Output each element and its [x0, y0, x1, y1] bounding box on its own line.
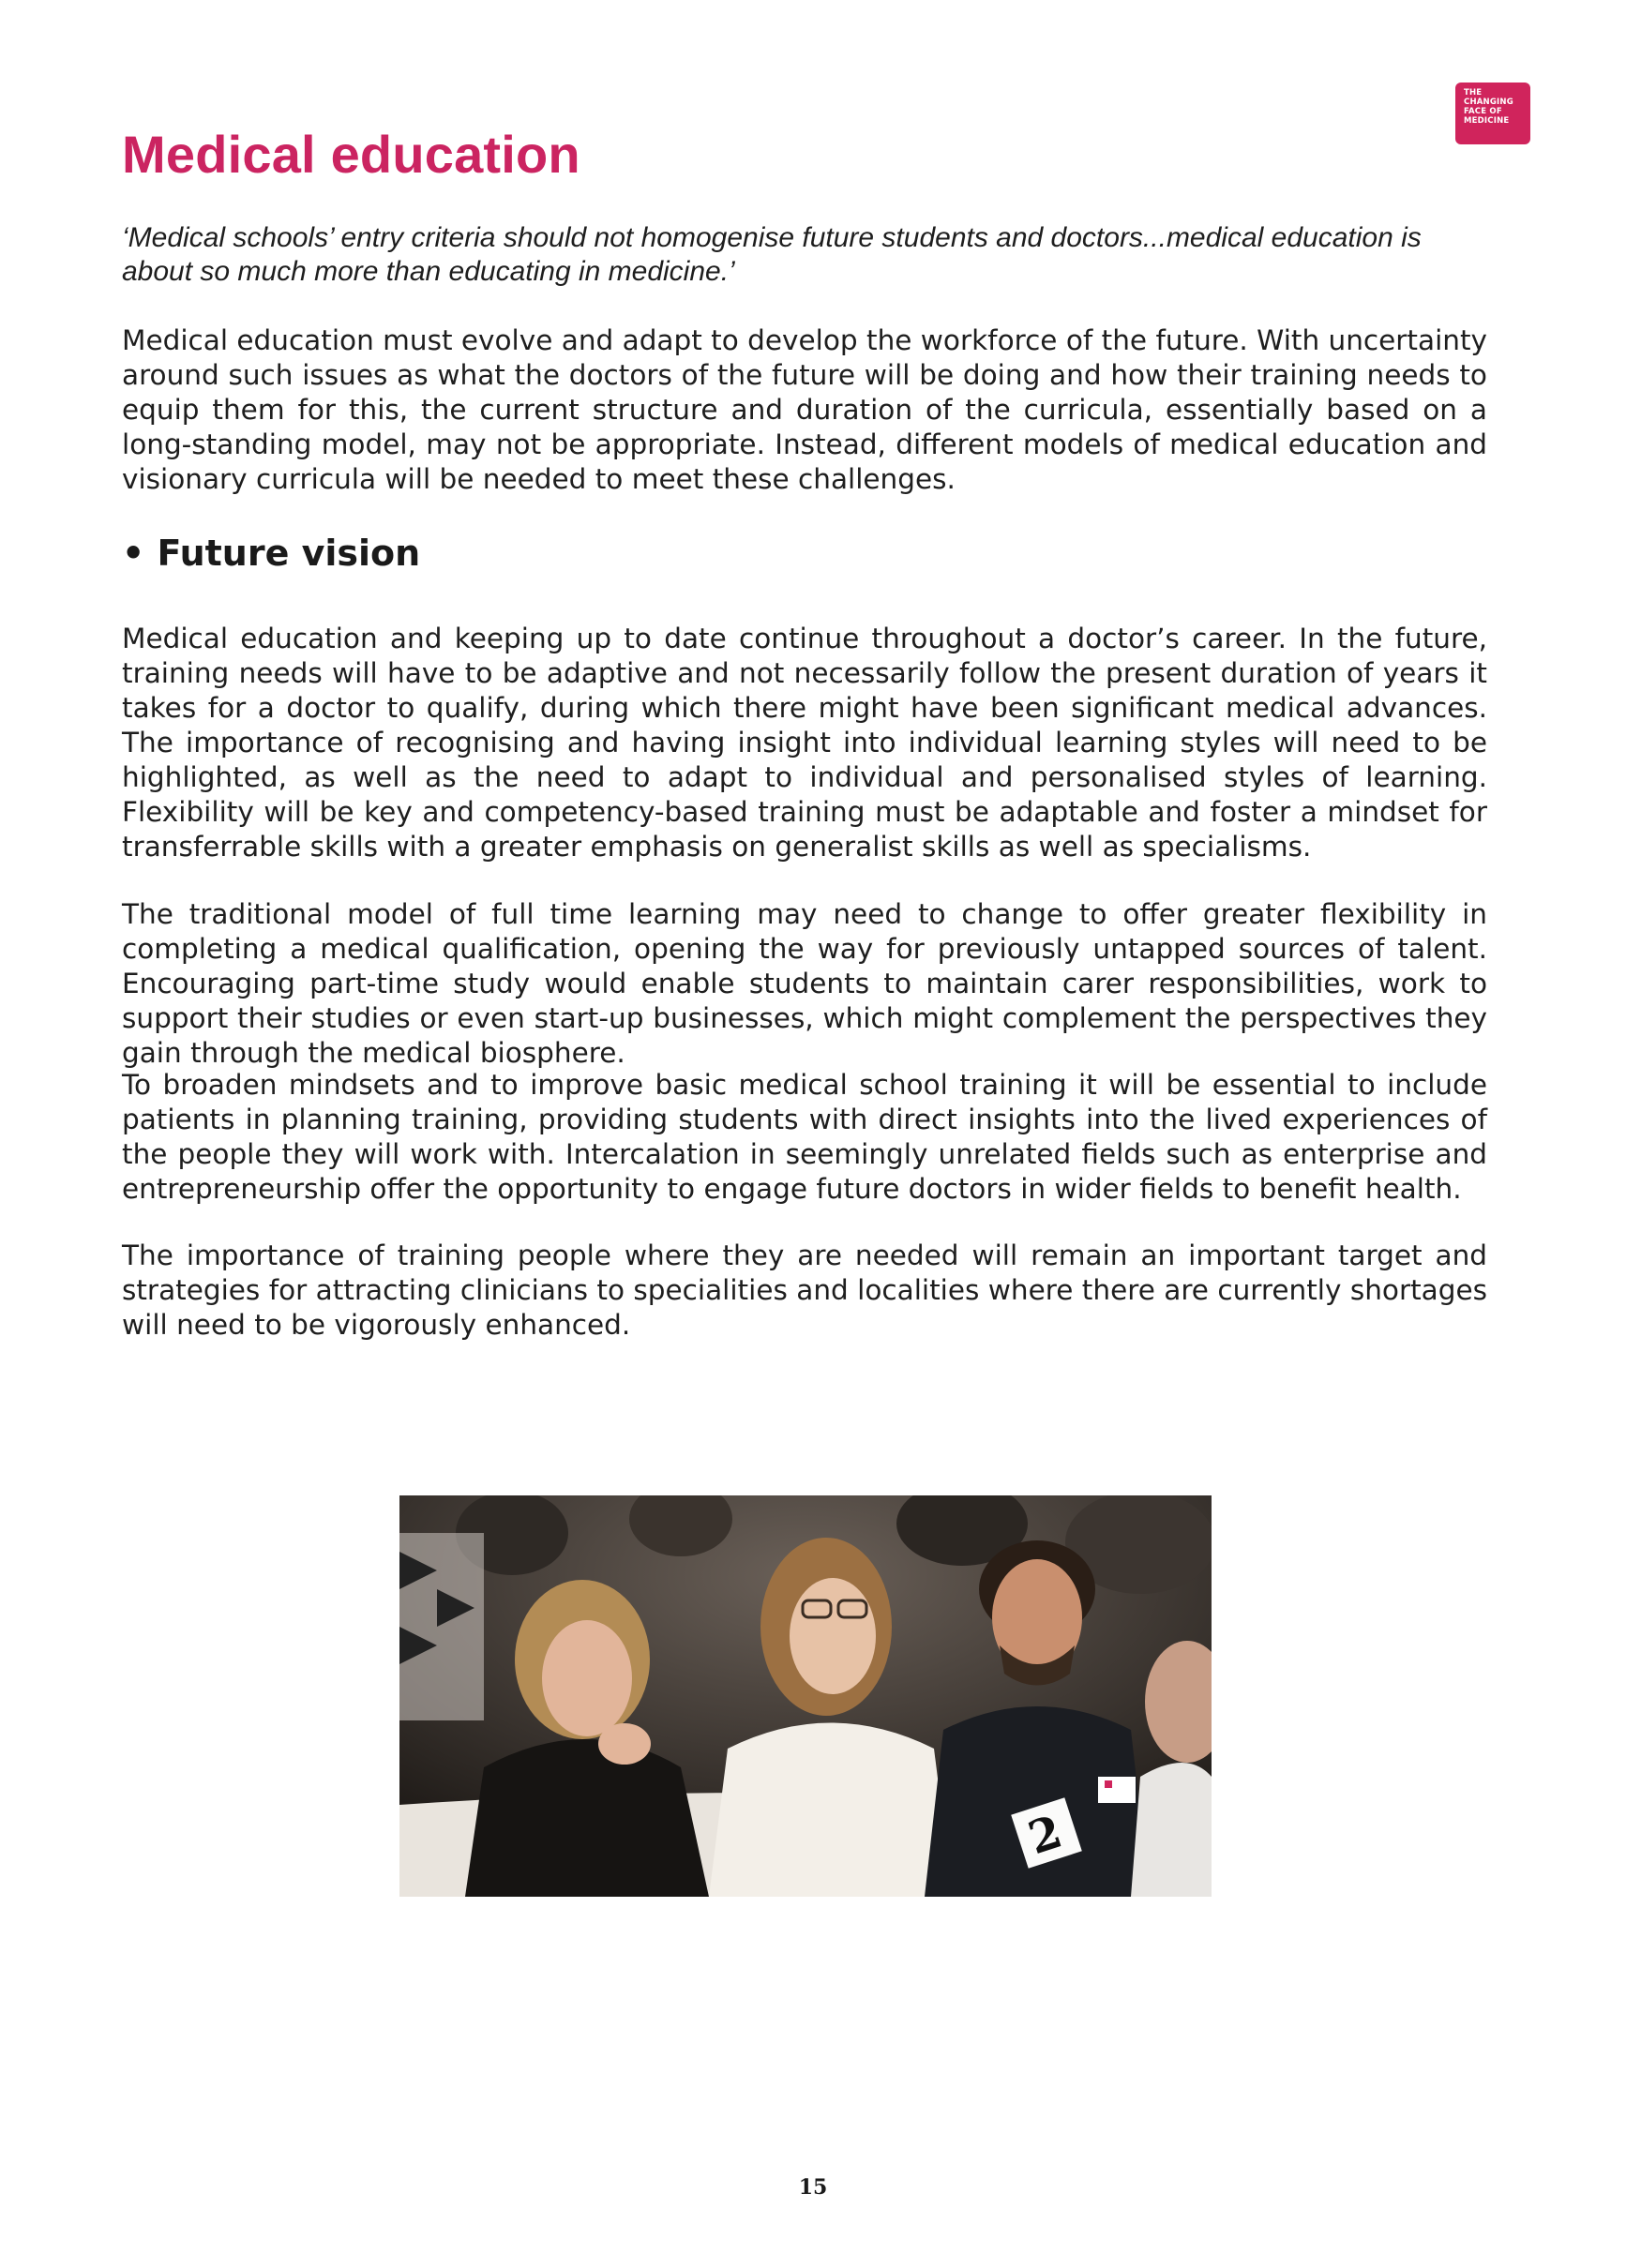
event-photo [399, 1495, 1212, 1897]
page-title: Medical education [122, 125, 580, 184]
event-photo-illustration [399, 1495, 1212, 1897]
logo-line: THE [1464, 88, 1483, 98]
page-number: 15 [798, 2175, 828, 2200]
changing-face-of-medicine-logo [1455, 83, 1530, 144]
body-paragraph: To broaden mindsets and to improve basic medical school training it will be essential to include patients in planning training, providing students with direct insights into the lived experiences of the people they will work with. Intercalation in seemingly unrelated fields such as enterprise and entrepreneurship offer the opportunity to engage future doctors in wider fields to benefit health. [122, 1069, 1487, 1205]
body-paragraph: The traditional model of full time learning may need to change to offer greater flexibility in completing a medical qualification, opening the way for previously untapped sources of talent. Encouraging part-time study would enable students to maintain carer responsibilities, work to support their studies or even start-up businesses, which might complement the perspectives they gain through the medical biosphere. [122, 898, 1487, 1069]
logo-line: FACE OF [1464, 107, 1502, 116]
body-paragraph: The importance of training people where they are needed will remain an important target and strategies for attracting clinicians to specialities and localities where there are currently shortages will need to be vigorously enhanced. [122, 1239, 1487, 1341]
table-number: 2 [1022, 1805, 1069, 1866]
intro-paragraph: Medical education must evolve and adapt to develop the workforce of the future. With uncertainty around such issues as what the doctors of the future will be doing and how their training needs to equip them for this, the current structure and duration of the curricula, essentially based on a long-standing model, may not be appropriate. Instead, different models of medical education and visionary curricula will be needed to meet these challenges. [122, 324, 1487, 495]
body-paragraph: Medical education and keeping up to date continue throughout a doctor’s career. In the future, training needs will have to be adaptive and not necessarily follow the present duration of years it takes for a doctor to qualify, during which there might have been significant medical advances. The importance of recognising and having insight into individual learning styles will need to be highlighted, as well as the need to adapt to individual and personalised styles of learning. Flexibility will be key and competency-based training must be adaptable and foster a mindset for transferrable skills with a greater emphasis on generalist skills as well as specialisms. [122, 623, 1487, 863]
logo-line: CHANGING [1464, 98, 1513, 107]
logo-line: MEDICINE [1464, 116, 1510, 126]
section-heading: • Future vision [122, 533, 421, 574]
pull-quote: ‘Medical schools’ entry criteria should not homogenise future students and doctors...medical education is about so much more than educating in medicine.’ [122, 222, 1422, 287]
